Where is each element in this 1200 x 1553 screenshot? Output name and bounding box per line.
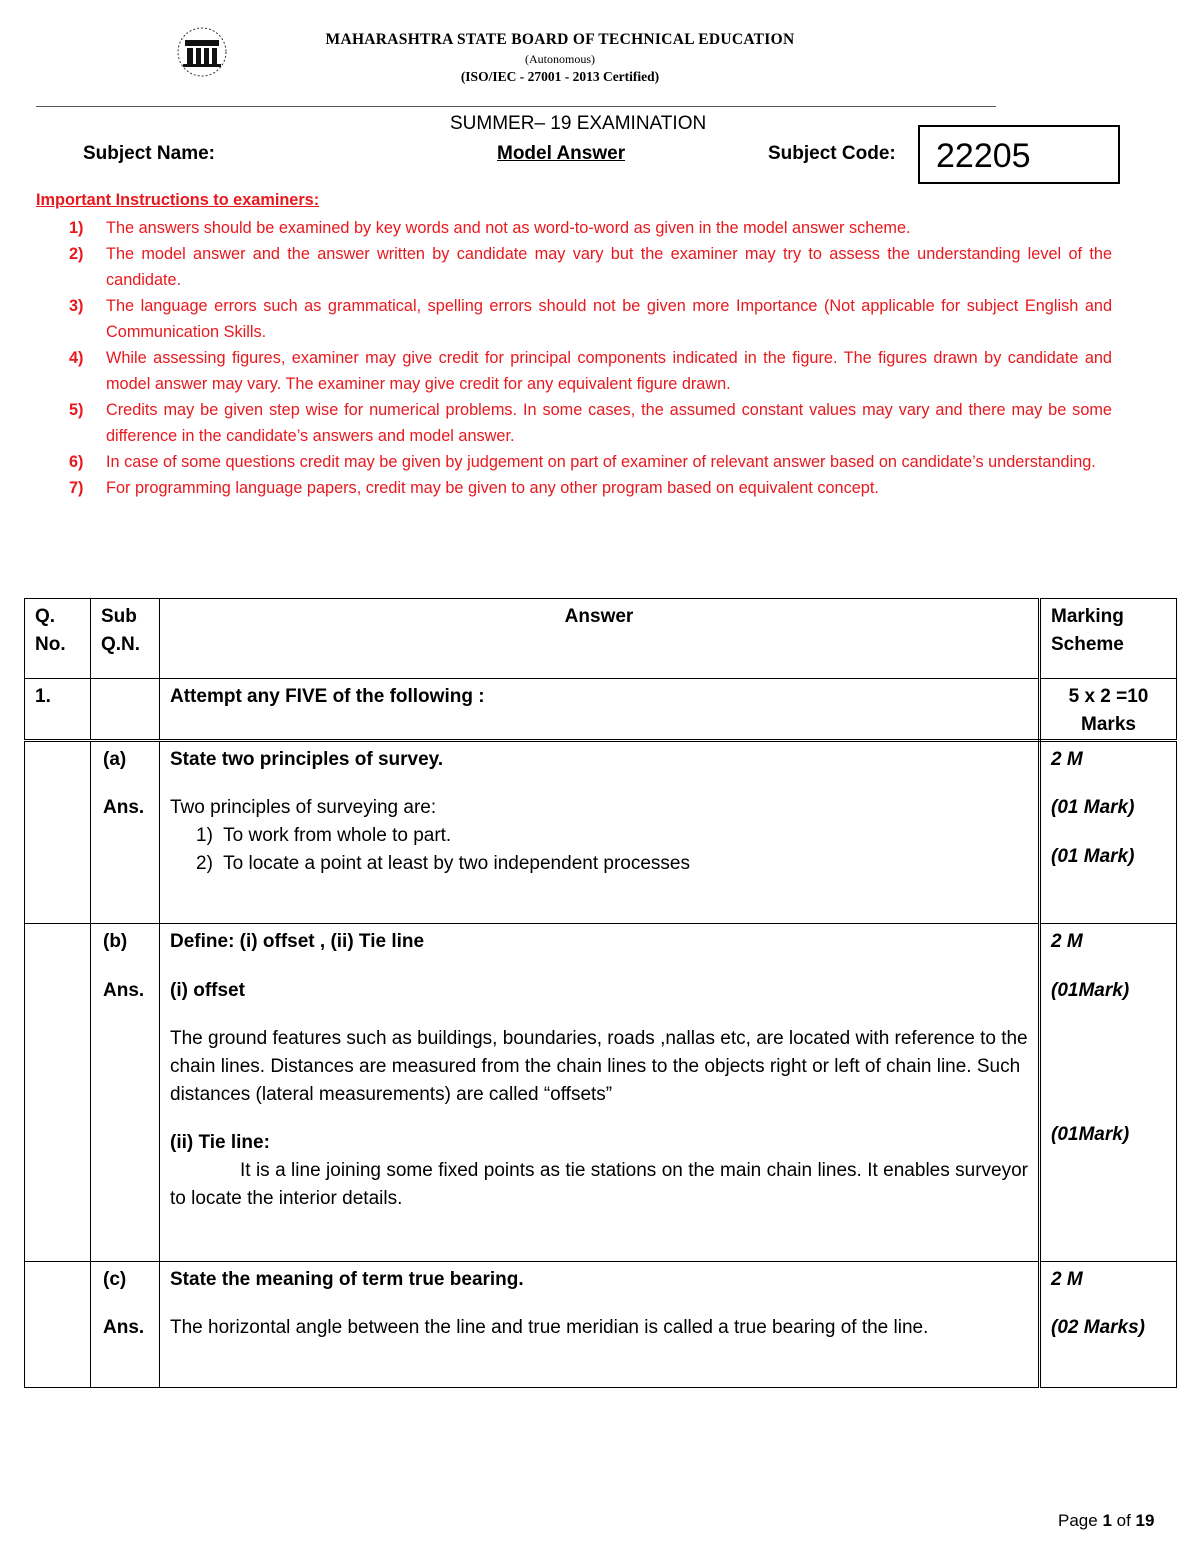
subject-code-label: Subject Code:	[768, 143, 896, 164]
header-marking-text: Marking Scheme	[1051, 606, 1124, 655]
a-answer	[160, 741, 1040, 924]
page-current: 1	[1102, 1511, 1112, 1530]
table-row-q1	[25, 679, 1177, 741]
q1-number	[25, 679, 91, 741]
c-answer-mark: (02 Marks)	[1051, 1317, 1145, 1338]
b-offset-heading: (i) offset	[170, 980, 245, 1001]
c-ans-label: Ans.	[103, 1317, 145, 1338]
c-answer-text: The horizontal angle between the line and true meridian is called a true bearing of the line.	[170, 1317, 929, 1338]
autonomous-label: (Autonomous)	[525, 52, 595, 66]
instructions-title: Important Instructions to examiners:	[36, 191, 320, 209]
instruction-text: The answers should be examined by key words and not as word-to-word as given in the model answer scheme.	[106, 219, 911, 237]
c-sub	[91, 1262, 160, 1388]
instruction-item	[36, 397, 1112, 449]
model-answer-heading: Model Answer	[497, 143, 626, 164]
b-answer	[160, 924, 1040, 1262]
instruction-number: 3)	[69, 297, 84, 315]
q1-number-text: 1.	[35, 686, 51, 707]
exam-title: SUMMER– 19 EXAMINATION	[450, 113, 707, 134]
instruction-number: 4)	[69, 349, 84, 367]
instruction-item	[36, 345, 1112, 397]
b-sub-label: (b)	[103, 931, 128, 952]
q1-sub	[91, 679, 160, 741]
a-marks-total: 2 M	[1051, 749, 1083, 770]
a-intro: Two principles of surveying are:	[170, 797, 437, 818]
b-ans-label: Ans.	[103, 980, 145, 1001]
header-q-no	[25, 599, 91, 679]
instruction-text: The model answer and the answer written by candidate may vary but the examiner may try to assess the understanding level of the candidate.	[106, 245, 1112, 289]
header-sub-qn-text: Sub Q.N.	[101, 606, 141, 655]
a-sub	[91, 741, 160, 924]
subject-name-label: Subject Name:	[83, 143, 215, 164]
instruction-item	[36, 215, 1112, 241]
c-sub-label: (c)	[103, 1269, 127, 1290]
a-point-num: 2)	[196, 853, 213, 874]
b-question: Define: (i) offset , (ii) Tie line	[170, 931, 425, 952]
b-tie-text: It is a line joining some fixed points as tie stations on the main chain lines. It enables surveyor to locate the interior details.	[170, 1160, 1028, 1209]
page-of: of	[1111, 1511, 1136, 1530]
header-q-no-text: Q. No.	[35, 606, 66, 655]
instruction-text: Credits may be given step wise for numerical problems. In some cases, the assumed constant values may vary and there may be some difference in the candidate’s answers and model answer.	[106, 401, 1112, 445]
c-marks	[1040, 1262, 1177, 1388]
a-point-text: To locate a point at least by two independent processes	[223, 853, 690, 874]
header-marking	[1040, 599, 1177, 679]
a-question: State two principles of survey.	[170, 749, 444, 770]
instruction-number: 7)	[69, 479, 84, 497]
b-offset-text: The ground features such as buildings, boundaries, roads ,nallas etc, are located with reference to the chain lines. Distances are measured from the chain lines to the objects right or left of chain line. Such distances (lateral measurements) are called “offsets”	[170, 1028, 1028, 1105]
instruction-item	[36, 475, 1112, 501]
a-marks	[1040, 741, 1177, 924]
a-ans-label: Ans.	[103, 797, 145, 818]
page-number	[1058, 1511, 1154, 1531]
instruction-text: For programming language papers, credit may be given to any other program based on equivalent concept.	[106, 479, 879, 497]
a-point-num: 1)	[196, 825, 213, 846]
b-marks	[1040, 924, 1177, 1262]
iso-certification: (ISO/IEC - 27001 - 2013 Certified)	[460, 69, 660, 84]
instruction-number: 6)	[69, 453, 84, 471]
a-mark-2: (01 Mark)	[1051, 846, 1135, 867]
table-header-row	[25, 599, 1177, 679]
b-q-no	[25, 924, 91, 1262]
c-question: State the meaning of term true bearing.	[170, 1269, 524, 1290]
c-q-no	[25, 1262, 91, 1388]
a-point-text: To work from whole to part.	[223, 825, 452, 846]
instruction-text: While assessing figures, examiner may give credit for principal components indicated in the figure. The figures drawn by candidate and model answer may vary. The examiner may give credit for any equivalent figure drawn.	[106, 349, 1112, 393]
instruction-number: 2)	[69, 245, 84, 263]
a-point	[170, 822, 1028, 850]
msbte-logo	[167, 26, 237, 78]
page-label: Page	[1058, 1511, 1103, 1530]
instruction-number: 1)	[69, 219, 84, 237]
b-marks-total: 2 M	[1051, 931, 1083, 952]
instruction-item	[36, 293, 1112, 345]
q1-marks-text: 5 x 2 =10 Marks	[1068, 686, 1149, 735]
header-answer-text: Answer	[564, 606, 634, 627]
instruction-text: In case of some questions credit may be given by judgement on part of examiner of relevant answer based on candidate’s understanding.	[106, 453, 1096, 471]
header-sub-qn	[91, 599, 160, 679]
page-total: 19	[1135, 1511, 1155, 1530]
table-row-c	[25, 1262, 1177, 1388]
examiner-instructions	[36, 191, 1112, 501]
table-row-a	[25, 741, 1177, 924]
b-sub	[91, 924, 160, 1262]
a-point	[170, 850, 1028, 878]
table-row-b	[25, 924, 1177, 1262]
model-answer-table	[24, 598, 1177, 1388]
header-divider	[36, 106, 996, 107]
header-answer	[160, 599, 1040, 679]
board-name: MAHARASHTRA STATE BOARD OF TECHNICAL EDUCATION	[325, 31, 795, 48]
b-offset-mark: (01Mark)	[1051, 980, 1130, 1001]
a-mark-1: (01 Mark)	[1051, 797, 1135, 818]
q1-instruction	[160, 679, 1040, 741]
q1-marks	[1040, 679, 1177, 741]
instruction-number: 5)	[69, 401, 84, 419]
q1-instruction-text: Attempt any FIVE of the following :	[170, 686, 485, 707]
instruction-item	[36, 241, 1112, 293]
subject-code-box: 22205	[918, 125, 1120, 184]
c-answer	[160, 1262, 1040, 1388]
a-sub-label: (a)	[103, 749, 127, 770]
a-q-no	[25, 741, 91, 924]
instruction-item	[36, 449, 1112, 475]
b-tie-mark: (01Mark)	[1051, 1124, 1130, 1145]
instruction-text: The language errors such as grammatical, spelling errors should not be given more Importance (Not applicable for subject English and Communication Skills.	[106, 297, 1112, 341]
b-tie-heading: (ii) Tie line:	[170, 1132, 270, 1153]
c-marks-total: 2 M	[1051, 1269, 1083, 1290]
